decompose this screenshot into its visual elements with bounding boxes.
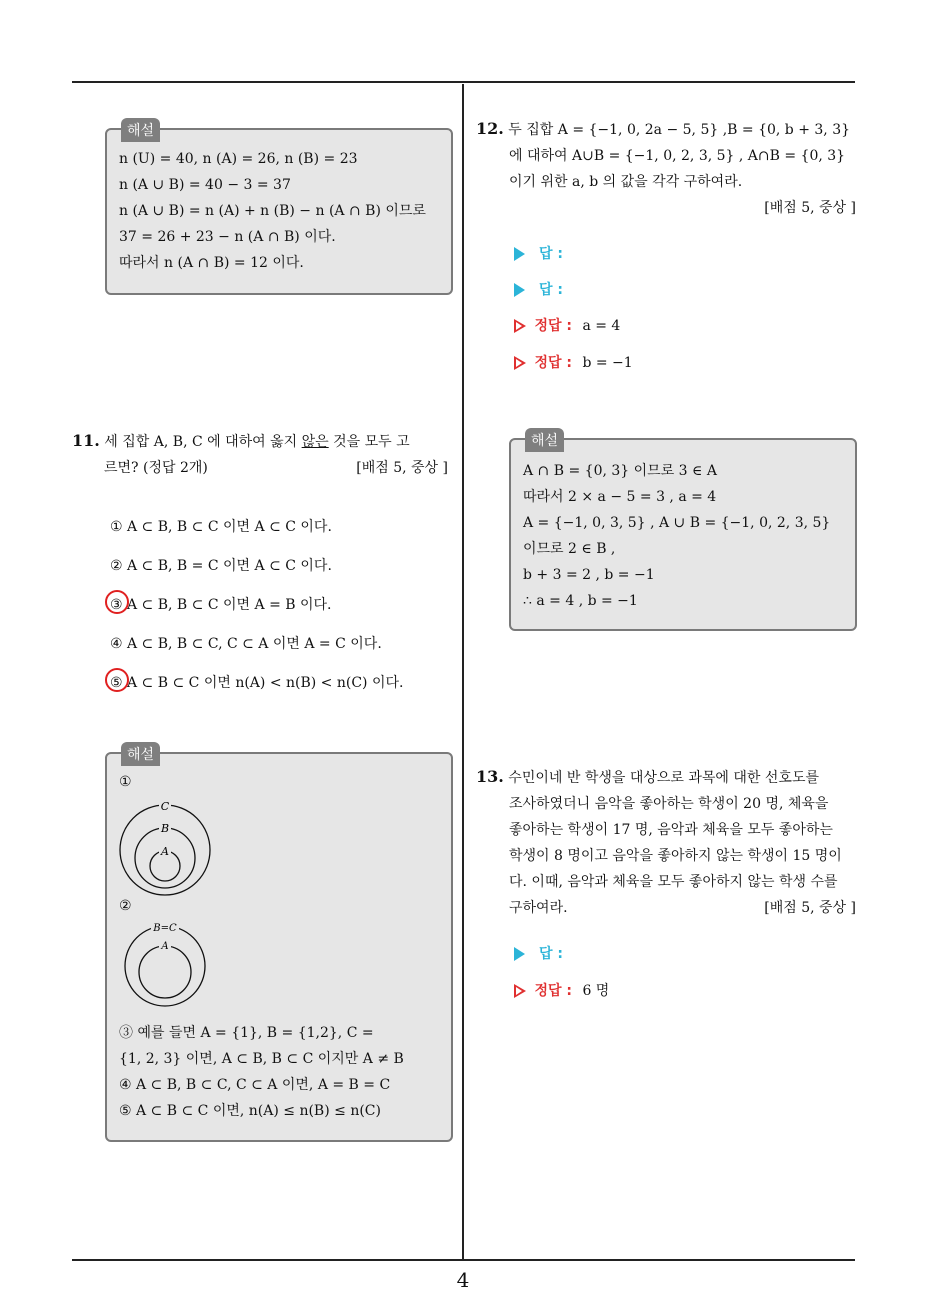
solution-line: 이므로 2 ∈ B ,: [523, 541, 616, 557]
play-triangle-icon: [514, 283, 525, 297]
points-label: [배점 5, 중상 ]: [356, 460, 448, 476]
solution-line: n (A ∪ B) = n (A) + n (B) − n (A ∩ B) 이므로: [119, 203, 426, 219]
question-11: [72, 428, 454, 481]
question-text: 것을 모두 고: [328, 434, 410, 450]
option-2[interactable]: ② A ⊂ B, B = C 이면 A ⊂ C 이다.: [110, 558, 332, 574]
solution-box-q11: [105, 747, 453, 1142]
outline-triangle-icon: [514, 319, 526, 333]
question-text: 세 집합 A, B, C 에 대하여 옳지: [104, 434, 302, 450]
solution-line: ④ A ⊂ B, B ⊂ C, C ⊂ A 이면, A = B = C: [119, 1077, 391, 1093]
solution-tag: 해설: [525, 428, 564, 452]
correct-answer-value: b = −1: [582, 355, 633, 371]
play-triangle-icon: [514, 247, 525, 261]
answer-row[interactable]: [514, 943, 563, 963]
solution-line: 따라서 2 × a − 5 = 3 , a = 4: [523, 489, 717, 505]
question-text: 이기 위한 a, b 의 값을 각각 구하여라.: [509, 174, 743, 190]
venn-diagram-1: [117, 798, 217, 898]
venn-diagram-2: [117, 922, 217, 1007]
question-number: 13.: [476, 767, 504, 786]
solution-lines: [523, 458, 830, 614]
solution-line: ③ 예를 들면 A = {1}, B = {1,2}, C =: [119, 1025, 374, 1041]
question-text: 조사하였더니 음악을 좋아하는 학생이 20 명, 체육을: [509, 796, 829, 812]
bottom-rule: [72, 1259, 855, 1261]
venn-set-label: C: [160, 800, 170, 813]
question-text: 좋아하는 학생이 17 명, 음악과 체육을 모두 좋아하는: [509, 822, 833, 838]
correct-answer-row: [514, 352, 633, 372]
answer-mark-circle: [105, 668, 129, 692]
question-text: 두 집합 A = {−1, 0, 2a − 5, 5} ,B = {0, b + 3, 3}: [508, 122, 851, 138]
answer-row[interactable]: [514, 279, 563, 299]
solution-line: A ∩ B = {0, 3} 이므로 3 ∈ A: [523, 463, 717, 479]
question-13: [476, 764, 856, 921]
points-label: [배점 5, 중상 ]: [764, 900, 856, 916]
solution-line: b + 3 = 2 , b = −1: [523, 567, 655, 583]
solution-box-q10: [105, 123, 453, 295]
solution-line: {1, 2, 3} 이면, A ⊂ B, B ⊂ C 이지만 A ≠ B: [119, 1051, 404, 1067]
question-text: 르면? (정답 2개): [104, 460, 208, 476]
outline-triangle-icon: [514, 356, 526, 370]
answer-label: 답 :: [539, 946, 563, 962]
question-text: 구하여라.: [509, 900, 568, 916]
option-4[interactable]: ④ A ⊂ B, B ⊂ C, C ⊂ A 이면 A = C 이다.: [110, 636, 382, 652]
option-1[interactable]: ① A ⊂ B, B ⊂ C 이면 A ⊂ C 이다.: [110, 519, 332, 535]
solution-line: n (A ∪ B) = 40 − 3 = 37: [119, 177, 291, 193]
solution-line: ∴ a = 4 , b = −1: [523, 593, 638, 609]
top-rule: [72, 81, 855, 83]
venn-set-label: B=C: [153, 923, 177, 934]
question-12: [476, 116, 856, 221]
answer-mark-circle: [105, 590, 129, 614]
solution-lines: [119, 1020, 404, 1124]
correct-answer-label: 정답 :: [534, 318, 572, 334]
column-divider: [462, 84, 464, 1261]
outline-triangle-icon: [514, 984, 526, 998]
solution-line: 따라서 n (A ∩ B) = 12 이다.: [119, 255, 304, 271]
venn-label-1: ①: [119, 774, 132, 790]
correct-answer-row: [514, 315, 620, 335]
question-text: 수민이네 반 학생을 대상으로 과목에 대한 선호도를: [508, 770, 820, 786]
venn-set-label: A: [161, 941, 169, 952]
answer-label: 답 :: [539, 282, 563, 298]
venn-set-label: A: [161, 845, 169, 858]
solution-line: ⑤ A ⊂ B ⊂ C 이면, n(A) ≤ n(B) ≤ n(C): [119, 1103, 381, 1119]
question-text: 학생이 8 명이고 음악을 좋아하지 않는 학생이 15 명이: [509, 848, 842, 864]
correct-answer-value: 6 명: [582, 983, 610, 999]
solution-line: 37 = 26 + 23 − n (A ∩ B) 이다.: [119, 229, 336, 245]
solution-lines: [119, 146, 426, 276]
solution-box-q12: [509, 433, 857, 631]
solution-line: A = {−1, 0, 3, 5} , A ∪ B = {−1, 0, 2, 3, 5}: [523, 515, 831, 531]
answer-row[interactable]: [514, 243, 563, 263]
correct-answer-label: 정답 :: [534, 355, 572, 371]
question-text: 에 대하여 A∪B = {−1, 0, 2, 3, 5} , A∩B = {0, 3}: [509, 148, 846, 164]
solution-tag: 해설: [121, 118, 160, 142]
venn-label-2: ②: [119, 898, 132, 914]
venn-set-label: B: [160, 822, 170, 835]
question-emphasis: 않은: [301, 434, 329, 450]
question-text: 다. 이때, 음악과 체육을 모두 좋아하지 않는 학생 수를: [509, 874, 838, 890]
question-number: 11.: [72, 431, 100, 450]
play-triangle-icon: [514, 947, 525, 961]
question-number: 12.: [476, 119, 504, 138]
option-3[interactable]: ③ A ⊂ B, B ⊂ C 이면 A = B 이다.: [110, 597, 332, 613]
correct-answer-row: [514, 980, 609, 1000]
page-number: 4: [456, 1268, 470, 1292]
solution-tag: 해설: [121, 742, 160, 766]
correct-answer-value: a = 4: [582, 318, 621, 334]
answer-label: 답 :: [539, 246, 563, 262]
correct-answer-label: 정답 :: [534, 983, 572, 999]
points-label: [배점 5, 중상 ]: [764, 200, 856, 216]
solution-line: n (U) = 40, n (A) = 26, n (B) = 23: [119, 151, 358, 167]
option-5[interactable]: ⑤ A ⊂ B ⊂ C 이면 n(A) < n(B) < n(C) 이다.: [110, 675, 404, 691]
